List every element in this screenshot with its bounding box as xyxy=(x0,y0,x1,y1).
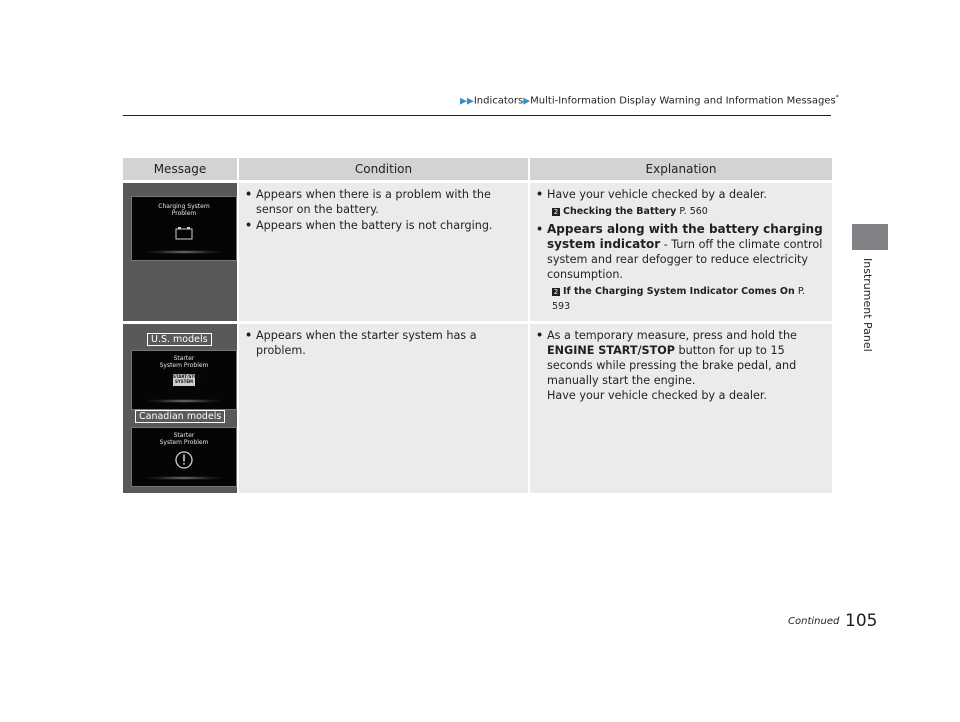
chapter-tab xyxy=(852,224,888,250)
list-item: • Appears when the battery is not charging. xyxy=(245,219,493,232)
column-header-condition: Condition xyxy=(238,158,529,182)
display-screen xyxy=(131,196,237,261)
warning-circle-icon xyxy=(132,448,236,472)
screen-title: Starter System Problem xyxy=(159,432,209,446)
list-item: • Have your vehicle checked by a dealer. xyxy=(536,188,767,201)
triangle-icon: ▶ xyxy=(523,96,531,107)
message-image-cell xyxy=(123,182,238,323)
display-screen xyxy=(131,427,237,487)
column-header-message: Message xyxy=(123,158,238,182)
breadcrumb xyxy=(460,94,839,106)
footnote-mark: * xyxy=(835,94,839,101)
screen-title: Starter System Problem xyxy=(159,355,209,369)
us-models-label: U.S. models xyxy=(147,333,212,346)
column-header-explanation: Explanation xyxy=(529,158,832,182)
condition-cell xyxy=(238,182,529,323)
reference-arrow-icon: 2 xyxy=(553,207,559,216)
table-header-row xyxy=(123,158,832,182)
canadian-models-label: Canadian models xyxy=(135,410,225,423)
triangle-icon: ▶▶ xyxy=(460,96,474,107)
continued-label: Continued xyxy=(788,616,840,627)
header-rule xyxy=(123,115,831,116)
list-item: • As a temporary measure, press and hold the ENGINE START/STOP button for up to 15 seconds while pressing the brake pedal, and manually start the engine. Have your vehicle checked by a dealer. xyxy=(536,329,797,402)
display-screen xyxy=(131,350,237,410)
start-stop-system-icon: START/STOP SYSTEM xyxy=(173,374,201,384)
reference-arrow-icon: 2 xyxy=(553,287,559,296)
table-row xyxy=(123,323,832,493)
breadcrumb-current[interactable]: Multi-Information Display Warning and Information Messages xyxy=(530,95,836,107)
list-item: • Appears when the starter system has a problem. xyxy=(245,329,477,357)
breadcrumb-indicators[interactable]: Indicators xyxy=(473,95,524,107)
message-image-cell xyxy=(123,323,238,493)
screen-title: Charging System Problem xyxy=(158,203,210,217)
chapter-label: Instrument Panel xyxy=(861,258,874,352)
page-number: 105 xyxy=(845,611,878,631)
cross-reference[interactable]: 2 If the Charging System Indicator Comes On P. 593 xyxy=(552,286,806,312)
explanation-cell xyxy=(529,182,832,323)
table-row xyxy=(123,182,832,323)
list-item: • Appears when there is a problem with the sensor on the battery. xyxy=(245,188,491,216)
condition-cell xyxy=(238,323,529,493)
cross-reference[interactable]: 2 Checking the Battery P. 560 xyxy=(553,206,708,217)
explanation-cell xyxy=(529,323,832,493)
list-item: • Appears along with the battery charging system indicator - Turn off the climate control system and rear defogger to reduce electricity consumption. xyxy=(536,222,823,281)
message-table xyxy=(123,158,832,493)
battery-icon xyxy=(132,225,236,245)
